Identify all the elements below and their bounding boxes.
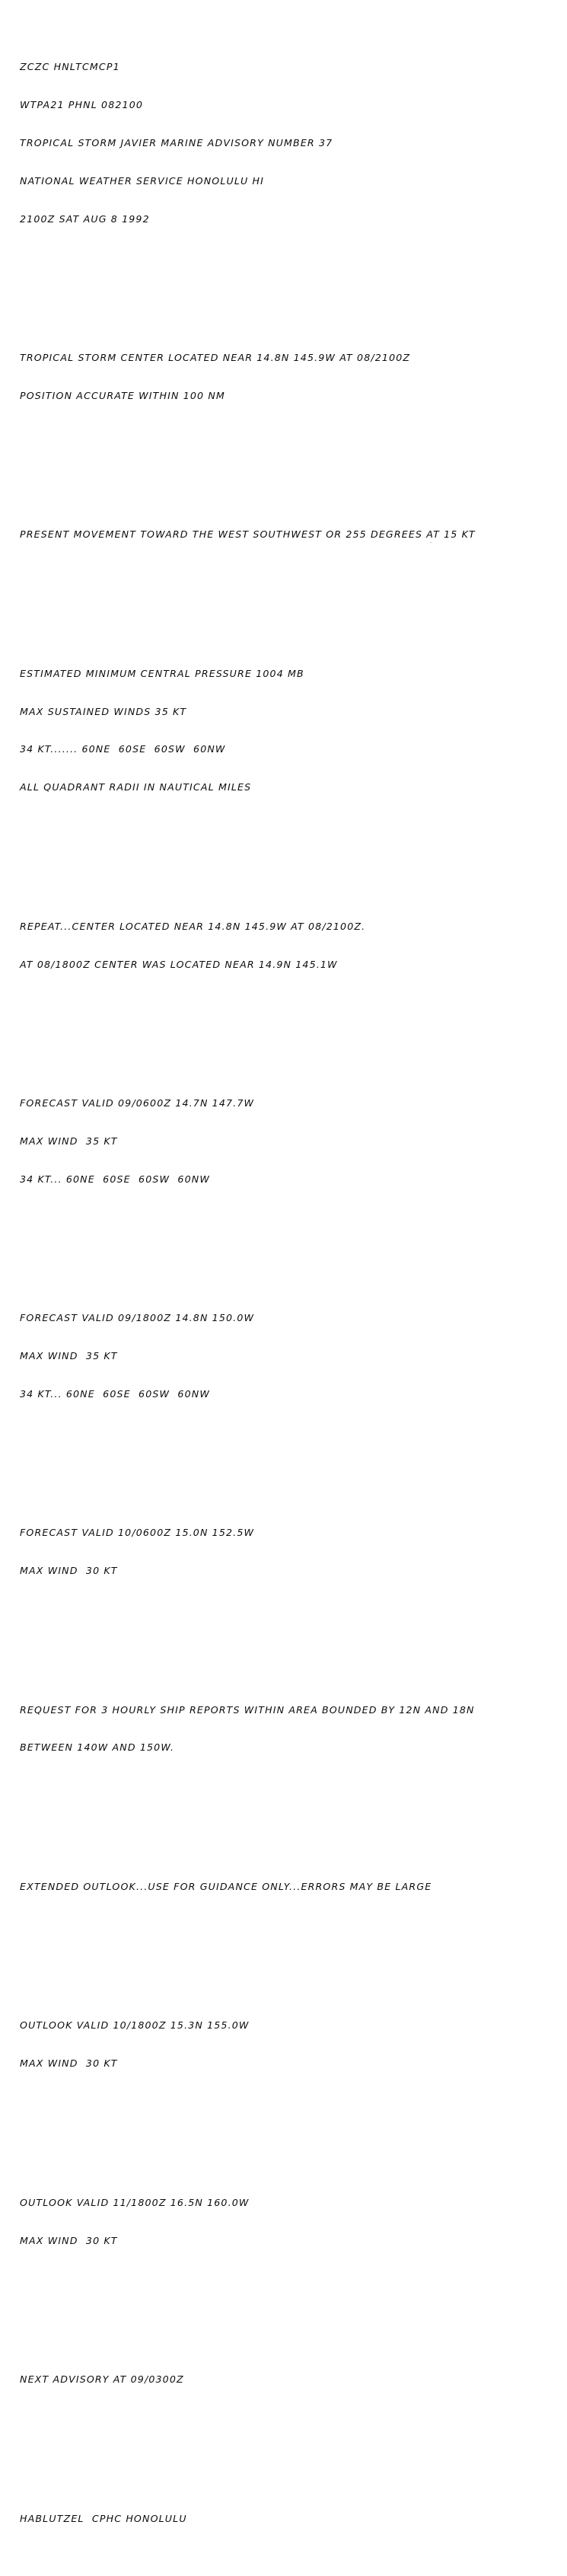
forecast-line: MAX WIND 30 KT [20, 1565, 118, 1577]
forecast-line: 34 KT... 60NE 60SE 60SW 60NW [20, 1387, 210, 1400]
spacer [20, 2437, 560, 2450]
next-advisory-line: NEXT ADVISORY AT 09/0300Z [20, 2373, 184, 2386]
header-line: ZCZC HNLTCMCP1 [20, 61, 120, 73]
spacer [20, 1944, 560, 1957]
spacer [20, 2297, 560, 2310]
spacer [20, 1628, 560, 1641]
spacer [20, 592, 560, 605]
intensity-line: ALL QUADRANT RADII IN NAUTICAL MILES [20, 781, 252, 793]
forecast-block-1 [20, 1072, 560, 1211]
header-line: 2100Z SAT AUG 8 1992 [20, 212, 150, 225]
signature-block [20, 2487, 560, 2550]
extended-line: EXTENDED OUTLOOK...USE FOR GUIDANCE ONLY...ERRORS MAY BE LARGE [20, 1880, 432, 1892]
request-block [20, 1678, 560, 1780]
header-block [20, 36, 560, 251]
outlook-line: MAX WIND 30 KT [20, 2234, 118, 2246]
request-line: BETWEEN 140W AND 150W. [20, 1741, 175, 1754]
forecast-line: 34 KT... 60NE 60SE 60SW 60NW [20, 1173, 210, 1185]
intensity-line: MAX SUSTAINED WINDS 35 KT [20, 705, 187, 717]
repeat-block [20, 895, 560, 997]
repeat-line: AT 08/1800Z CENTER WAS LOCATED NEAR 14.9N 145.1W [20, 958, 338, 970]
extended-block [20, 1856, 560, 1919]
request-line: REQUEST FOR 3 HOURLY SHIP REPORTS WITHIN AREA BOUNDED BY 12N AND 18N [20, 1703, 475, 1716]
advisory-text [20, 11, 560, 2576]
outlook-line: MAX WIND 30 KT [20, 2057, 118, 2070]
forecast-line: FORECAST VALID 09/1800Z 14.8N 150.0W [20, 1312, 255, 1324]
spacer [20, 276, 560, 289]
intensity-line: ESTIMATED MINIMUM CENTRAL PRESSURE 1004 MB [20, 667, 304, 679]
outlook-block-1 [20, 1994, 560, 2096]
forecast-line: MAX WIND 35 KT [20, 1349, 118, 1361]
position-block [20, 327, 560, 428]
outlook-line: OUTLOOK VALID 10/1800Z 15.3N 155.0W [20, 2019, 250, 2032]
spacer [20, 453, 560, 466]
outlook-line: OUTLOOK VALID 11/1800Z 16.5N 160.0W [20, 2196, 250, 2208]
spacer [20, 1805, 560, 1818]
spacer [20, 1022, 560, 1035]
next-advisory-block [20, 2348, 560, 2412]
header-line: WTPA21 PHNL 082100 [20, 99, 144, 111]
header-line: NATIONAL WEATHER SERVICE HONOLULU HI [20, 174, 265, 187]
forecast-block-2 [20, 1287, 560, 1426]
position-line: POSITION ACCURATE WITHIN 100 NM [20, 389, 225, 401]
forecast-line: FORECAST VALID 09/0600Z 14.7N 147.7W [20, 1097, 255, 1109]
position-line: TROPICAL STORM CENTER LOCATED NEAR 14.8N 145.9W AT 08/2100Z [20, 352, 411, 364]
movement-block [20, 503, 560, 567]
outlook-block-2 [20, 2172, 560, 2273]
spacer [20, 2121, 560, 2134]
forecast-block-3 [20, 1502, 560, 1603]
repeat-line: REPEAT...CENTER LOCATED NEAR 14.8N 145.9W AT 08/2100Z. [20, 920, 366, 932]
header-line: TROPICAL STORM JAVIER MARINE ADVISORY NUMBER 37 [20, 136, 333, 148]
movement-line: PRESENT MOVEMENT TOWARD THE WEST SOUTHWEST OR 255 DEGREES AT 15 KT [20, 528, 476, 541]
signature-line: HABLUTZEL CPHC HONOLULU [20, 2512, 187, 2524]
scan-speck [430, 542, 432, 543]
spacer [20, 844, 560, 857]
forecast-line: FORECAST VALID 10/0600Z 15.0N 152.5W [20, 1527, 255, 1539]
spacer [20, 1237, 560, 1250]
intensity-line: 34 KT....... 60NE 60SE 60SW 60NW [20, 743, 226, 755]
intensity-block [20, 643, 560, 819]
spacer [20, 1451, 560, 1464]
forecast-line: MAX WIND 35 KT [20, 1135, 118, 1147]
